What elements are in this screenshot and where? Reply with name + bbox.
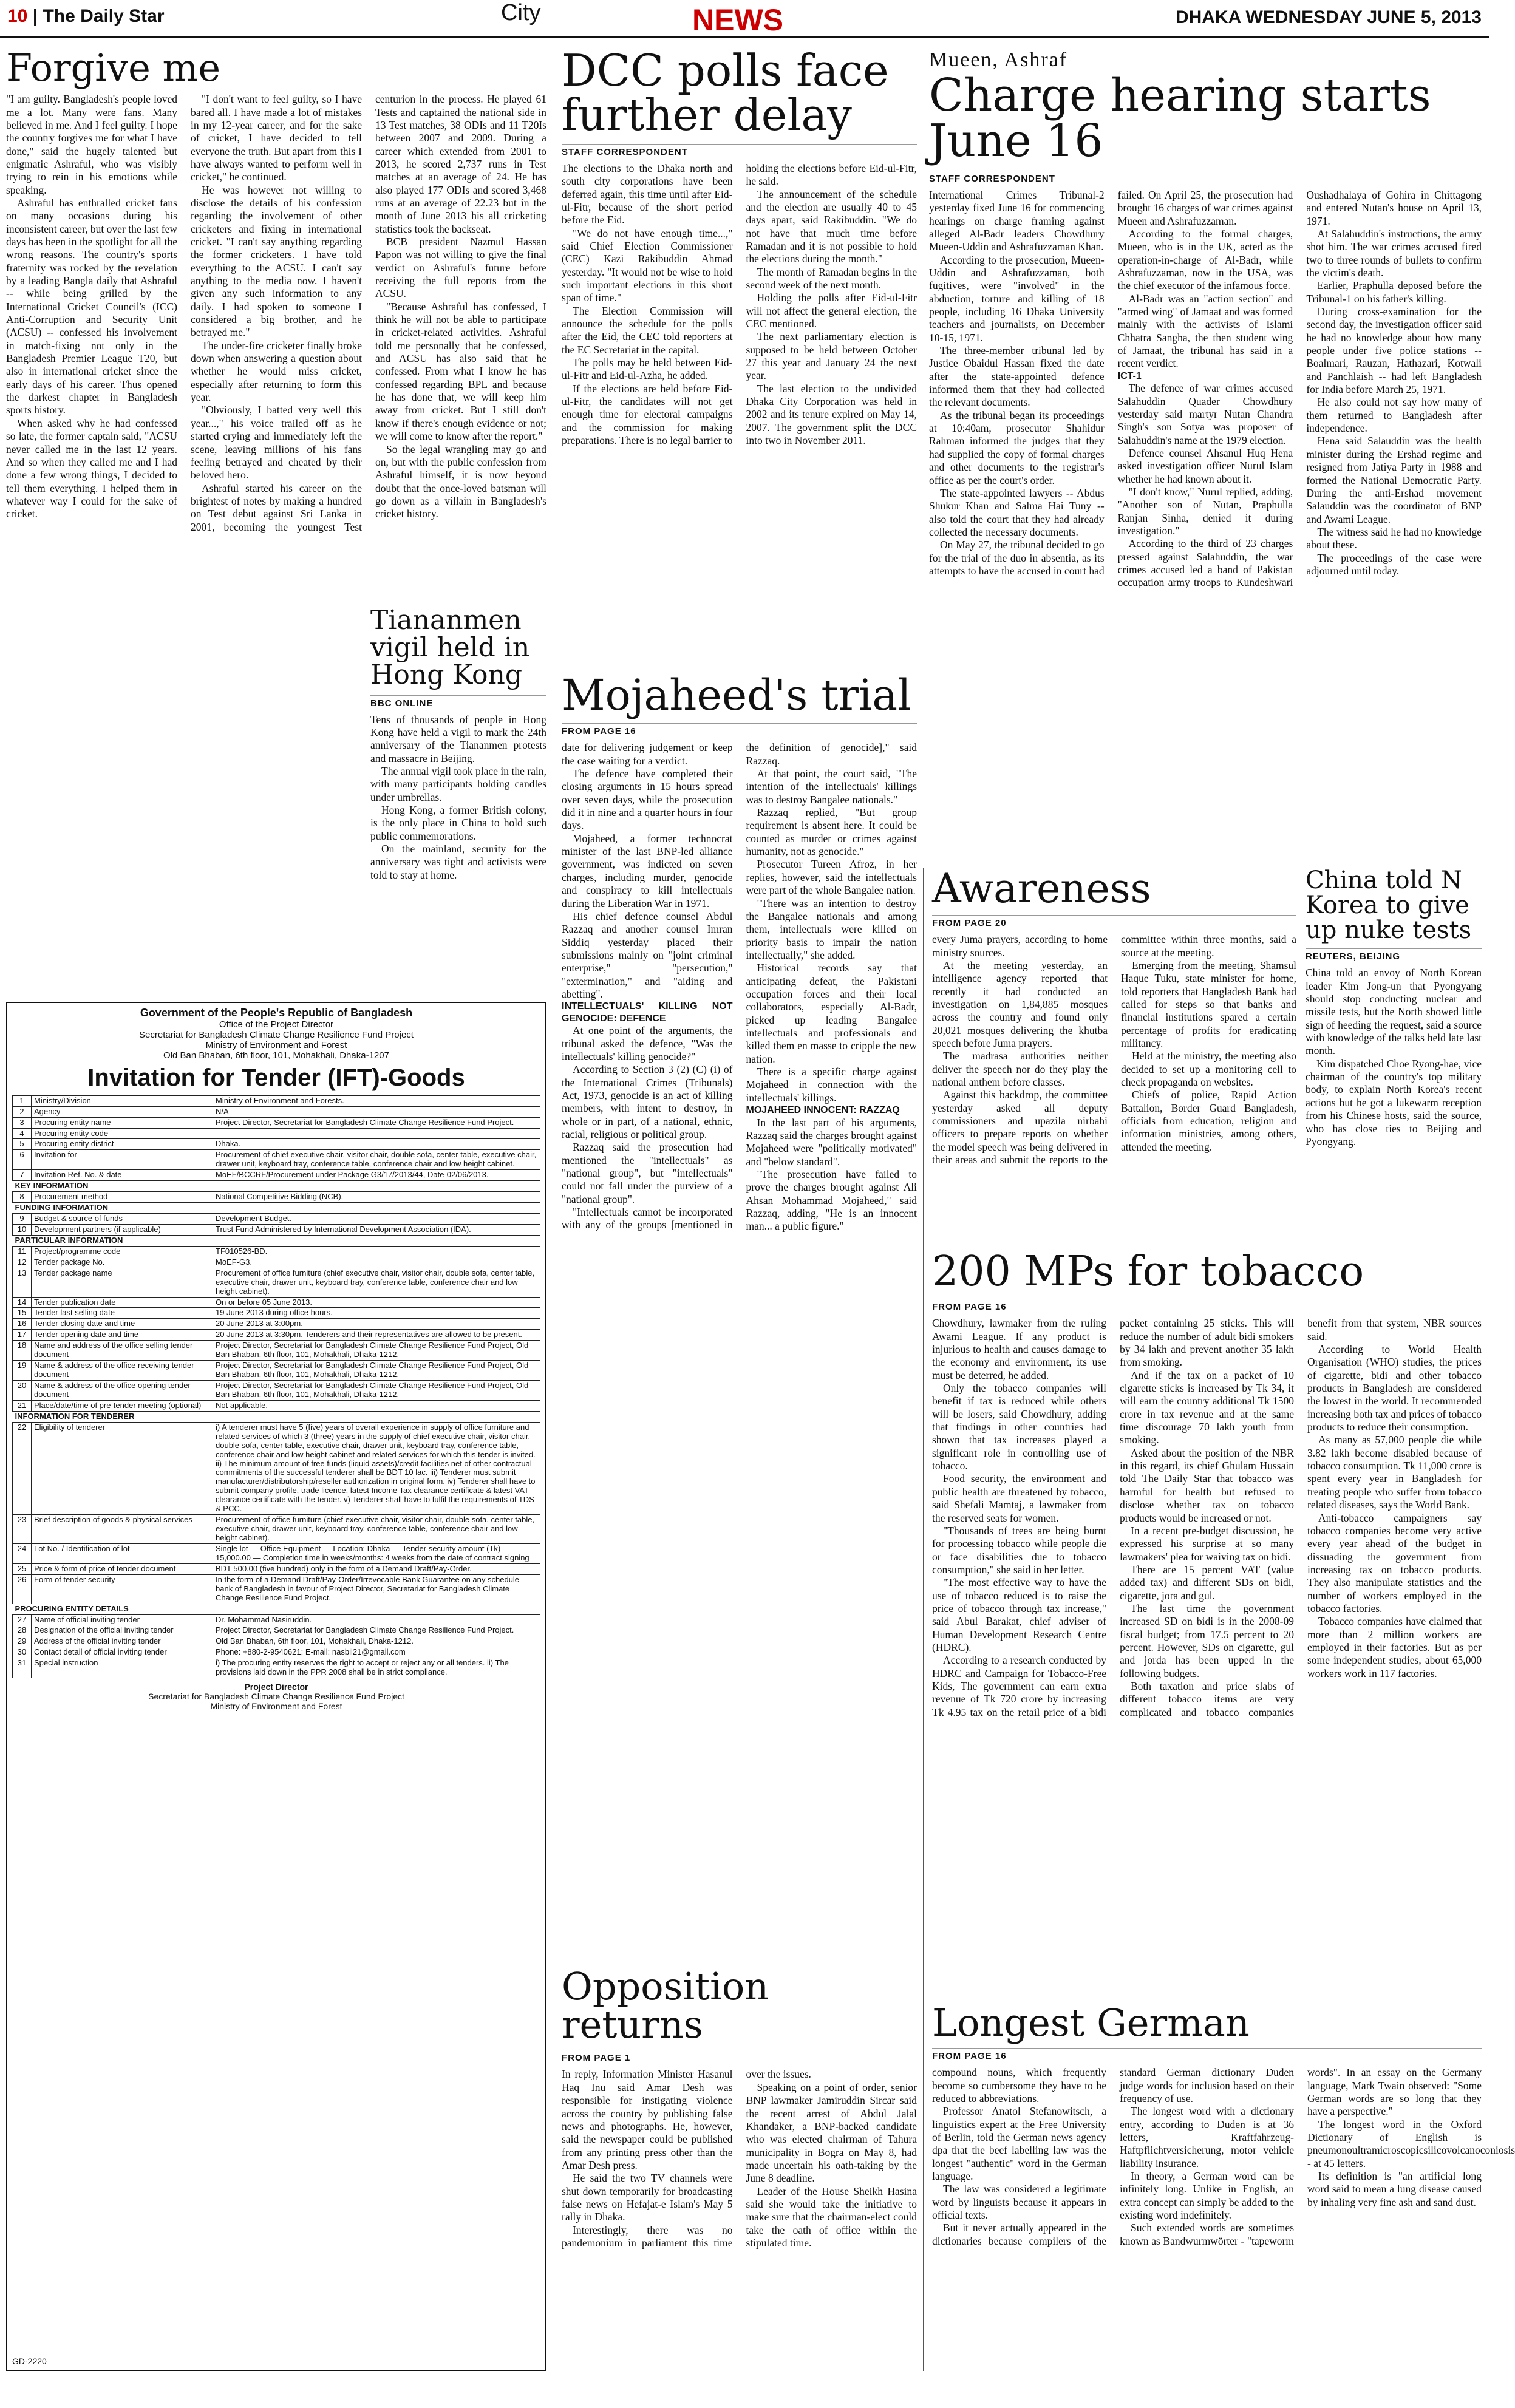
tender-header-line: Secretariat for Bangladesh Climate Change Resilience Fund Project — [139, 1029, 414, 1040]
paragraph: The last time the government increased SD on bidi is in the 2008-09 fiscal budget; from 17.5 percent to 20 percent. However, SDs on cigarette, gul and jorda has been upped in the following budgets. — [1120, 1602, 1294, 1679]
tender-row-label: Brief description of goods & physical services — [32, 1515, 213, 1544]
tender-row-value: BDT 500.00 (five hundred) only in the form of a Demand Draft/Pay-Order. — [213, 1563, 540, 1574]
tender-row-number: 4 — [13, 1128, 32, 1139]
paragraph: Held at the ministry, the meeting also decided to set up a monitoring cell to check propaganda on websites. — [1121, 1050, 1296, 1089]
tender-row-label: Tender last selling date — [32, 1308, 213, 1319]
article-china-nkorea — [1306, 868, 1482, 1245]
tender-row — [13, 1422, 540, 1514]
paragraph: Its definition is "an artificial long word said to mean a lung disease caused by inhaling very fine ash and sand dust. — [1307, 2169, 1482, 2208]
paragraph: In the last part of his arguments, Razzaq said the charges brought against Mojaheed were "politically motivated" and "below standard". — [746, 1116, 917, 1168]
headline: Tiananmen vigil held in Hong Kong — [370, 605, 530, 690]
paragraph: On the mainland, security for the anniversary was tight and activists were told to stay at home. — [370, 843, 546, 881]
article-longest-german — [932, 2001, 1515, 2368]
paragraph: "Thousands of trees are being burnt for processing tobacco while people die or face disabilities due to tobacco consumption," she said in her letter. — [932, 1524, 1106, 1576]
tender-row-label: Designation of the official inviting tender — [32, 1625, 213, 1636]
tender-section-heading: PARTICULAR INFORMATION — [13, 1235, 540, 1246]
paragraph: According to Section 3 (2) (C) (i) of the International Crimes (Tribunals) Act, 1973, genocide is an act of killing members, with intent to destroy, in whole or in part, of a national, ethnic, racial, religious or political group. — [562, 1063, 733, 1141]
paragraph: Prosecutor Tureen Afroz, in her replies, however, said the intellectuals were part of the whole Bangalee nation. — [746, 858, 917, 897]
byline: BBC ONLINE — [370, 695, 546, 709]
tender-row-label: Tender opening date and time — [32, 1330, 213, 1341]
tender-row — [13, 1203, 540, 1214]
paragraph: In theory, a German word can be infinitely long. Unlike in English, an extra concept can simply be added to the existing word indefinitely. — [1120, 2169, 1294, 2222]
tender-row-label: Name & address of the office receiving tender document — [32, 1361, 213, 1381]
signature-line: Ministry of Environment and Forest — [210, 1701, 342, 1712]
tender-row — [13, 1563, 540, 1574]
tender-row-value: Project Director, Secretariat for Bangladesh Climate Change Resilience Fund Project, Old Ban Bhaban, 6th floor, 101, Mohakhali, Dhaka-1212. — [213, 1341, 540, 1361]
paragraph: At that point, the court said, "The intention of the intellectuals' killings was to destroy Bangalee nationals." — [746, 767, 917, 806]
tender-row-label: Name of official inviting tender — [32, 1614, 213, 1625]
tender-row-label: Eligibility of tenderer — [32, 1422, 213, 1514]
paragraph: China told an envoy of North Korean leader Kim Jong-un that Pyongyang should stop conducting nuclear and missile tests, but the North showed little sign of heeding the request, said a source with knowledge of the talks held late last month. — [1306, 967, 1482, 1057]
paragraph: Ashraful started his career on the brightest of notes by making a hundred on Test debut against Sri Lanka in 2001, becoming the youngest Test centurion in the process. He played 61 Tests and captained the national side in 13 Test matches, 38 ODIs and 11 T20Is between 2007 and 2009. During a career which extended from 2001 to 2013, he scored 2,737 runs in Test matches at an average of 24. He has also played 177 ODIs and scored 3,468 runs at an average of 22.23 but in the month of June 2013 his all cricketing statistics took the backseat. — [191, 93, 546, 533]
tender-row — [13, 1235, 540, 1246]
tender-row — [13, 1224, 540, 1235]
tender-row-label: Ministry/Division — [32, 1095, 213, 1106]
paragraph: The next parliamentary election is supposed to be held between October 27 this year and January 24 the next year. — [746, 330, 917, 382]
tender-row-number: 24 — [13, 1543, 32, 1563]
page-number: 10 — [7, 6, 28, 26]
paragraph: ICT-1 — [1117, 370, 1142, 381]
paragraph: According to the prosecution, Mueen-Uddin and Ashrafuzzaman, both fugitives, were "involved" in the abduction, torture and killing of 18 people, including 16 Dhaka University teachers and journalists, on December 10-15, 1971. — [929, 253, 1105, 344]
paper-logo: The Daily Star — [43, 6, 165, 26]
tender-row-value: In the form of a Demand Draft/Pay-Order/Irrevocable Bank Guarantee on any schedule bank of Bangladesh in favour of Project Director, Secretariat for Bangladesh Climate Change Resilience Fund Project. — [213, 1574, 540, 1604]
tender-row-label: Procuring entity code — [32, 1128, 213, 1139]
article-body — [562, 741, 917, 1931]
paragraph: The law was considered a legitimate word by linguists because it appears in official texts. — [932, 2183, 1106, 2222]
paragraph: Chiefs of police, Rapid Action Battalion, Border Guard Bangladesh, officials from education, religion and information ministries, among others, attended the meeting. — [1121, 1089, 1296, 1153]
tender-row-label: Tender publication date — [32, 1297, 213, 1308]
byline: FROM PAGE 16 — [932, 2048, 1482, 2061]
tender-row — [13, 1574, 540, 1604]
tender-row-label: Name & address of the office opening tender document — [32, 1381, 213, 1401]
tender-row-number: 5 — [13, 1139, 32, 1150]
headline: DCC polls face further delay — [562, 45, 889, 141]
kicker: Mueen, Ashraf — [929, 49, 1068, 71]
tender-row-number: 28 — [13, 1625, 32, 1636]
paragraph: At Salahuddin's instructions, the army shot him. The war crimes accused fired two to three rounds of bullets to confirm the victim's death. — [1306, 227, 1482, 279]
tender-row-value: N/A — [213, 1106, 540, 1117]
tender-row-value: Project Director, Secretariat for Bangladesh Climate Change Resilience Fund Project. — [213, 1625, 540, 1636]
tender-row — [13, 1625, 540, 1636]
paragraph: The longest word with a dictionary entry, according to Duden is at 36 letters, Kraftfahrzeug-Haftpflichtversicherung, motor vehicle liability insurance. — [1120, 2105, 1294, 2169]
article-opposition-returns — [562, 1964, 917, 2368]
article-body — [932, 2066, 1515, 2370]
tender-row — [13, 1361, 540, 1381]
byline: STAFF CORRESPONDENT — [562, 144, 917, 157]
paragraph: MOJAHEED INNOCENT: RAZZAQ — [746, 1105, 900, 1116]
tender-row-value: 19 June 2013 during office hours. — [213, 1308, 540, 1319]
paragraph: "There was an intention to destroy the Bangalee nationals and among them, intellectuals were killed on priority basis to impair the nation intellectually," she added. — [746, 897, 917, 961]
tender-row-label: Contact detail of official inviting tender — [32, 1647, 213, 1658]
tender-row-number: 7 — [13, 1170, 32, 1181]
paragraph: "Because Ashraful has confessed, I think he will not be able to participate in cricket-related activities. Ashraful told me personally that he confessed, and ACSU has also said that he confessed. From what I know he has confessed regarding BPL and because he has done that, we will keep him away from cricket. But I still don't know if there's enough evidence or not; we will come to know after the report." — [375, 300, 546, 443]
paragraph: And if the tax on a packet of 10 cigarette sticks is increased by Tk 34, it will earn the country additional Tk 1500 crore in tax revenue and at the same time discourage 70 lakh youth from smoking. — [1120, 1369, 1294, 1446]
paragraph: date for delivering judgement or keep the case waiting for a verdict. — [562, 741, 733, 767]
tender-row-label: Place/date/time of pre-tender meeting (optional) — [32, 1400, 213, 1411]
tender-row-number: 6 — [13, 1150, 32, 1170]
tender-section-heading: FUNDING INFORMATION — [13, 1203, 540, 1214]
tender-row-number: 31 — [13, 1658, 32, 1678]
paragraph: The defence of war crimes accused Salahuddin Quader Chowdhury yesterday said martyr Nutan Chandra Singh's son Sotya was proposer of Salahuddin's name at the 1979 election. — [1117, 382, 1293, 446]
paragraph: During cross-examination for the second day, the investigation officer said he had no knowledge about how many people under five police stations -- Boalmari, Rauzan, Hathazari, Kotwali and Panchlaish -- had left Bangladesh for India before March 25, 1971. — [1306, 305, 1482, 396]
paragraph: The longest word in the Oxford Dictionary of English is pneumonoultramicroscopicsilicovolcanoconiosis - at 45 letters. — [1307, 2118, 1515, 2169]
tender-row-value: Not applicable. — [213, 1400, 540, 1411]
paragraph: There are 15 percent VAT (value added tax) and different SDs on bidi, cigarette, jora and gul. — [1120, 1563, 1294, 1602]
tender-row-value: National Competitive Bidding (NCB). — [213, 1192, 540, 1203]
paragraph: He also could not say how many of them returned to Bangladesh after independence. — [1306, 396, 1482, 435]
tender-row-value: Project Director, Secretariat for Bangladesh Climate Change Resilience Fund Project, Old Ban Bhaban, 6th floor, 101, Mohakhali, Dhaka-1212. — [213, 1381, 540, 1401]
headline: 200 MPs for tobacco — [932, 1248, 1364, 1296]
tender-header-line: Office of the Project Director — [219, 1019, 334, 1030]
tender-row-label: Name and address of the office selling tender document — [32, 1341, 213, 1361]
paragraph: International Crimes Tribunal-2 yesterday fixed June 16 for commencing hearings on charge framing against alleged Al-Badr leaders Chowdhury Mueen-Uddin and Ashrafuzzaman Khan. — [929, 188, 1105, 253]
tender-section-heading: INFORMATION FOR TENDERER — [13, 1411, 540, 1422]
tender-row-number: 13 — [13, 1268, 32, 1297]
paragraph: He said the two TV channels were shut down temporarily for broadcasting false news on Hefajat-e Islam's May 5 rally in Dhaka. — [562, 2172, 733, 2223]
tender-row-value: Development Budget. — [213, 1214, 540, 1225]
article-mojaheeds-trial — [562, 670, 917, 1961]
tender-row-number: 12 — [13, 1257, 32, 1268]
tender-row — [13, 1308, 540, 1319]
paragraph: Leader of the House Sheikh Hasina said she would take the initiative to make sure that the chairman-elect could take the oath of office within the stipulated time. — [746, 2185, 917, 2249]
tender-row — [13, 1170, 540, 1181]
paragraph: "I am guilty. Bangladesh's people loved me a lot. Many were fans. Many believed in me. And I feel guilty. I hope the country forgives me for what I have done," said the hugely talented but enigmatic Ashraful, who was visibly trying to rein in his emotions while speaking. — [6, 93, 177, 196]
tender-row-number: 1 — [13, 1095, 32, 1106]
article-tiananmen — [370, 607, 546, 984]
tender-section-heading: PROCURING ENTITY DETAILS — [13, 1604, 540, 1614]
paragraph: Emerging from the meeting, Shamsul Haque Tuku, state minister for home, told reporters that Bangladesh Bank had called for steps so that banks and financial institutions spared a certain percentage of profits for eradicating militancy. — [1121, 959, 1296, 1050]
paragraph: Defence counsel Ahsanul Huq Hena asked investigation officer Nurul Islam whether he had known about it. — [1117, 446, 1293, 485]
paragraph: His chief defence counsel Abdul Razzaq and another counsel Imran Siddiq yesterday placed their submissions mainly on "joint criminal enterprise," "persecution," "extermination," and "aiding and abetting". — [562, 910, 733, 1000]
tender-row-label: Agency — [32, 1106, 213, 1117]
paragraph: As many as 57,000 people die while 3.82 lakh become disabled because of tobacco consumption. Tk 11,000 crore is spent every year in Bangladesh for treating people who suffer from tobacco related diseases, says the World Bank. — [1307, 1434, 1482, 1511]
tender-row-number: 30 — [13, 1647, 32, 1658]
paragraph: The polls may be held between Eid-ul-Fitr and Eid-ul-Azha, he added. — [562, 356, 733, 382]
tender-row — [13, 1614, 540, 1625]
paragraph: Anti-tobacco campaigners say tobacco companies become very active every year ahead of the budget in dissuading the government from increasing tax on tobacco products. They also manipulate statistics and the number of workers employed in the tobacco factories. — [1307, 1511, 1482, 1614]
tender-row-value: Trust Fund Administered by International Development Association (IDA). — [213, 1224, 540, 1235]
tender-row-label: Tender package name — [32, 1268, 213, 1297]
paragraph: Only the tobacco companies will benefit if tax is reduced while others will be losers, said Chowdhury, adding that findings in other countries had shown that tax increases played a significant role in controlling use of tobacco. — [932, 1382, 1106, 1472]
paragraph: "Intellectuals cannot be incorporated with any of the groups [mentioned in the definition of genocide]," said Razzaq. — [562, 741, 917, 1231]
paragraph: Razzaq said the prosecution had mentioned the "intellectuals" as "national group", but "intellectuals" could not fall under the purview of a "national group". — [562, 1141, 733, 1205]
column-rule — [923, 868, 924, 2371]
tender-row — [13, 1095, 540, 1106]
tender-row — [13, 1214, 540, 1225]
paragraph: "The most effective way to have the use of tobacco reduced is to raise the price of tobacco through tax increase," said Abul Barakat, chief adviser of Human Development Research Centre (HDRC). — [932, 1576, 1106, 1653]
news-label: NEWS — [692, 3, 783, 37]
paragraph: So the legal wrangling may go and on, but with the public confession from Ashraful himself, it is now beyond doubt that the once-loved batsman will go down as a villain in Bangladesh's cricket history. — [375, 443, 546, 520]
masthead — [0, 0, 1489, 38]
tender-row-label: Price & form of price of tender document — [32, 1563, 213, 1574]
tender-row-number: 15 — [13, 1308, 32, 1319]
tender-row — [13, 1268, 540, 1297]
tender-row — [13, 1150, 540, 1170]
tender-advertisement — [6, 1002, 546, 2371]
paragraph: Chowdhury, lawmaker from the ruling Awami League. If any product is injurious to health and causes damage to the economy and environment, its use must be deterred, he added. — [932, 1317, 1106, 1381]
paragraph: The defence have completed their closing arguments in 15 hours spread over seven days, while the prosecution did it in nine and a quarter hours in four days. — [562, 767, 733, 832]
tender-row-label: Procuring entity district — [32, 1139, 213, 1150]
tender-row-number: 10 — [13, 1224, 32, 1235]
tender-header-line: Ministry of Environment and Forest — [205, 1040, 347, 1051]
paragraph: "We do not have enough time...," said Chief Election Commissioner (CEC) Kazi Rakibuddin Ahmad yesterday. "It would not be wise to hold such important elections in this short span of time." — [562, 226, 733, 304]
paragraph: The last election to the undivided Dhaka City Corporation was held in 2002 and its tenure expired on May 14, 2007. The government split the DCC into two in November 2011. — [746, 382, 917, 447]
tender-row — [13, 1246, 540, 1257]
paragraph: Hena said Salauddin was the health minister during the Ershad regime and resigned from Jatiya Party in 1988 and formed the National Democratic Party. During the anti-Ershad movement Salauddin was the coordinator of BNP and Awami League. — [1306, 435, 1482, 525]
byline: FROM PAGE 1 — [562, 2050, 917, 2063]
paragraph: Interestingly, there was no pandemonium in parliament this time over the issues. — [562, 2068, 811, 2249]
tender-row-number: 21 — [13, 1400, 32, 1411]
paragraph: The announcement of the schedule and the election are usually 40 to 45 days apart, said Rakibuddin. "We do not have that much time before Ramadan and it is not possible to hold the elections during the month." — [746, 188, 917, 265]
tender-row — [13, 1341, 540, 1361]
paragraph: Holding the polls after Eid-ul-Fitr will not affect the general election, the CEC mentioned. — [746, 291, 917, 330]
headline: Forgive me — [6, 46, 221, 90]
tender-row-value: Procurement of office furniture (chief executive chair, visitor chair, double sofa, center table, executive chair, drawer unit, keyboard tray, conference table, conference chair and low height cabinet). — [213, 1515, 540, 1544]
paragraph: The Election Commission will announce the schedule for the polls after the Eid, the CEC told reporters at the EC Secretariat in the capital. — [562, 304, 733, 356]
tender-table — [12, 1095, 540, 1678]
paragraph: "The prosecution have failed to prove the charges brought against Ali Ahsan Mohammad Mojaheed," said Razzaq, adding, "He is an innocent man... a public figure." — [746, 1168, 917, 1233]
paragraph: Tobacco companies have claimed that more than 2 million workers are employed in their factories. But as per some independent studies, about 65,000 workers work in 117 factories. — [1307, 1615, 1482, 1679]
paragraph: Hong Kong, a former British colony, is the only place in China to hold such public commemorations. — [370, 804, 546, 842]
paragraph: Against this backdrop, the committee yesterday asked all deputy commissioners and upazila nirbahi officers to prepare reports on whether the model speech was being delivered in their areas and submit the reports to the committee within three months, said a source at the meeting. — [932, 933, 1296, 1166]
paragraph: But it never actually appeared in the dictionaries because compilers of the standard German dictionary Duden judge words for inclusion based on their frequency of use. — [932, 2066, 1294, 2247]
tender-row — [13, 1400, 540, 1411]
tender-row-label: Address of the official inviting tender — [32, 1636, 213, 1647]
tender-row-value: 20 June 2013 at 3:30pm. Tenderers and their representatives are allowed to be present. — [213, 1330, 540, 1341]
headline: Mojaheed's trial — [562, 670, 911, 720]
paragraph: Such extended words are sometimes known as Bandwurmwörter - "tapeworm words". In an essay on the Germany language, Mark Twain observed: "Some German words are so long that they have a perspective." — [1120, 2066, 1482, 2247]
paragraph: Speaking on a point of order, senior BNP lawmaker Jamiruddin Sircar said the recent arrest of Abdul Jalal Khandaker, a BNP-backed candidate who was elected chairman of Tahura municipality in Bogra on May 8, had made uncertain his oath-taking by the June 8 deadline. — [746, 2081, 917, 2185]
tender-row-value: MoEF/BCCRF/Procurement under Package G3/17/2013/44, Date-02/06/2013. — [213, 1170, 540, 1181]
tender-row-number: 14 — [13, 1297, 32, 1308]
article-charge-hearing — [929, 49, 1482, 856]
paragraph: The state-appointed lawyers -- Abdus Shukur Khan and Salma Hai Tuny -- also told the court that they had already collected the necessary documents. — [929, 486, 1105, 538]
headline: China told N Korea to give up nuke tests — [1306, 866, 1472, 944]
tender-row-number: 26 — [13, 1574, 32, 1604]
tender-row — [13, 1319, 540, 1330]
section-label: City — [501, 0, 541, 26]
tender-row-number: 20 — [13, 1381, 32, 1401]
tender-row — [13, 1411, 540, 1422]
tender-row — [13, 1117, 540, 1128]
byline: FROM PAGE 20 — [932, 915, 1296, 928]
tender-section-heading: KEY INFORMATION — [13, 1181, 540, 1192]
paragraph: In a recent pre-budget discussion, he expressed his surprise at so many lawmakers' plea for waiving tax on bidi. — [1120, 1524, 1294, 1563]
tender-row-value: TF010526-BD. — [213, 1246, 540, 1257]
tender-row-label: Procuring entity name — [32, 1117, 213, 1128]
tender-row-label: Form of tender security — [32, 1574, 213, 1604]
paragraph: Both taxation and price slabs of different tobacco items are very complicated and tobacco companies benefit from that system, NBR sources said. — [1120, 1317, 1482, 1718]
paragraph: The annual vigil took place in the rain, with many participants holding candles under umbrellas. — [370, 765, 546, 803]
headline: Awareness — [932, 865, 1151, 912]
tender-row-label: Tender closing date and time — [32, 1319, 213, 1330]
article-body — [562, 162, 917, 636]
paragraph: If the elections are held before Eid-ul-Fitr, the candidates will not get enough time for electoral campaigns and the commission for making preparations. There is no legal barrier to holding the elections before Eid-ul-Fitr, he said. — [562, 162, 917, 447]
paragraph: Ashraful has enthralled cricket fans on many occasions during his inconsistent career, but over the last few days has been in the spotlight for all the wrong reasons. The country's sports fraternity was rocked by the revelation by a leading Bangla daily that Ashraful -- while being grilled by the International Cricket Council's (ICC) Anti-Corruption and Security Unit (ACSU) -- confessed his involvement in match-fixing not only in the Bangladesh Premier League T20, but also in international cricket since the early days of his career. Thus opened the darkest chapter in Bangladesh sports history. — [6, 196, 177, 417]
paragraph: The under-fire cricketer finally broke down when answering a question about whether he would miss cricket, especially after returning to form this year. — [191, 339, 362, 404]
paragraph: At one point of the arguments, the tribunal asked the defence, "Was the intellectuals' killing genocide?" — [562, 1024, 733, 1063]
paragraph: According to a research conducted by HDRC and Campaign for Tobacco-Free Kids, The government can earn extra revenue of Tk 720 crore by increasing Tk 4.95 tax on the retail price of a bidi packet containing 25 sticks. This will reduce the number of adult bidi smokers by 34 lakh and prevent another 35 lakh from smoking. — [932, 1317, 1294, 1718]
tender-row-label: Budget & source of funds — [32, 1214, 213, 1225]
paragraph: Asked about the position of the NBR in this regard, its chief Ghulam Hussain told The Daily Star that tobacco was harmful for health but refused to disclose whether tax on tobacco products would be increased or not. — [1120, 1446, 1294, 1524]
tender-row-label: Special instruction — [32, 1658, 213, 1678]
tender-row — [13, 1515, 540, 1544]
tender-row — [13, 1128, 540, 1139]
paragraph: Tens of thousands of people in Hong Kong have held a vigil to mark the 24th anniversary of the Tiananmen protests and massacre in Beijing. — [370, 713, 546, 764]
tender-row-number: 22 — [13, 1422, 32, 1514]
paragraph: According to the formal charges, Mueen, who is in the UK, acted as the operation-in-charge of Al-Badr, while Ashrafuzzaman, now in the USA, was the chief executor of the infamous force. — [1117, 227, 1293, 292]
tender-row — [13, 1636, 540, 1647]
article-body — [932, 933, 1296, 1237]
paragraph: Food security, the environment and public health are threatened by tobacco, said Shefali Mamtaj, a lawmaker from the reserved seats for women. — [932, 1472, 1106, 1524]
tender-row-label: Tender package No. — [32, 1257, 213, 1268]
tender-row — [13, 1604, 540, 1614]
tender-row-value: Dhaka. — [213, 1139, 540, 1150]
paragraph: The madrasa authorities neither deliver the speech nor do they play the national anthem before classes. — [932, 1050, 1108, 1089]
tender-row-label: Lot No. / Identification of lot — [32, 1543, 213, 1563]
tender-row — [13, 1192, 540, 1203]
tender-row — [13, 1257, 540, 1268]
dateline: DHAKA WEDNESDAY JUNE 5, 2013 — [1175, 7, 1482, 27]
paragraph: The witness said he had no knowledge about these. — [1306, 525, 1482, 551]
tender-row — [13, 1658, 540, 1678]
tender-row-label: Procurement method — [32, 1192, 213, 1203]
paragraph: Mojaheed, a former technocrat minister of the last BNP-led alliance government, was indicted on seven charges, including murder, genocide and conspiracy to kill intellectuals during the Liberation War in 1971. — [562, 832, 733, 910]
tender-government: Government of the People's Republic of Bangladesh — [140, 1007, 413, 1019]
article-body — [562, 2068, 917, 2408]
paragraph: every Juma prayers, according to home ministry sources. — [932, 933, 1108, 959]
tender-row-value: i) The procuring entity reserves the right to accept or reject any or all tenders. ii) The provisions laid down in the PPR 2008 shall be in strict compliance. — [213, 1658, 540, 1678]
paragraph: Professor Anatol Stefanowitsch, a linguistics expert at the Free University of Berlin, told the German news agency dpa that the beef labelling law was the longest "authentic" word in the German language. — [932, 2105, 1106, 2182]
tender-row-number: 16 — [13, 1319, 32, 1330]
tender-row — [13, 1381, 540, 1401]
paragraph: INTELLECTUALS' KILLING NOT GENOCIDE: DEFENCE — [562, 1001, 733, 1024]
paragraph: BCB president Nazmul Hassan Papon was not willing to give the final verdict on Ashraful's future before receiving the full reports from the ACSU. — [375, 236, 546, 300]
tender-row-number: 3 — [13, 1117, 32, 1128]
byline: REUTERS, BEIJING — [1306, 948, 1482, 962]
tender-row — [13, 1106, 540, 1117]
tender-row — [13, 1330, 540, 1341]
paragraph: "I don't want to feel guilty, so I have bared all. I have made a lot of mistakes in my 12-year career, and for the sake of cricket, I have decided to tell everyone the truth. But apart from this I have always wanted to perform well in cricket," he continued. — [191, 93, 362, 183]
tender-row-label: Project/programme code — [32, 1246, 213, 1257]
paragraph: At the meeting yesterday, an intelligence agency reported that recently it had conducted an investigation on 1,84,885 mosques across the country and found only 20,021 mosques delivering the khutba speech before Juma prayers. — [932, 959, 1108, 1050]
paragraph: "I don't know," Nurul replied, adding, "Another son of Nutan, Praphulla Ranjan Sinha, denied it during investigation." — [1117, 486, 1293, 537]
tender-row — [13, 1647, 540, 1658]
tender-row-label: Invitation Ref. No. & date — [32, 1170, 213, 1181]
article-awareness — [932, 865, 1296, 1245]
paragraph: On May 27, the tribunal decided to go for the trial of the duo in absentia, as its attempts to have the accused in court had failed. On April 25, the prosecution had brought 16 charges of war crimes against Mueen and Ashrafuzzaman. — [929, 188, 1293, 577]
headline: Longest German — [932, 2001, 1250, 2045]
byline: FROM PAGE 16 — [932, 1299, 1482, 1312]
tender-row-number: 23 — [13, 1515, 32, 1544]
ad-code: GD-2220 — [12, 2356, 47, 2366]
paragraph: The elections to the Dhaka north and south city corporations have been deferred again, this time until after Eid-ul-Fitr, because of the short period before the Eid. — [562, 162, 733, 226]
tender-row-value — [213, 1128, 540, 1139]
paragraph: Al-Badr was an "action section" and "armed wing" of Jamaat and was formed mainly with the activists of Islami Chhatra Sangha, the then student wing of Jamaat, the tribunal has said in a recent verdict. — [1117, 292, 1293, 370]
tender-header-line: Old Ban Bhaban, 6th floor, 101, Mohakhali, Dhaka-1207 — [163, 1050, 389, 1061]
paragraph: According to the third of 23 charges pressed against Salahuddin, the war crimes accused led a band of Pakistan occupation army troops to Kundeshwari Oushadhalaya of Gohira in Chittagong and entered Nutan's house on April 13, 1971. — [1117, 188, 1482, 589]
signature-title: Project Director — [244, 1682, 308, 1692]
tender-row — [13, 1297, 540, 1308]
tender-row-value: Project Director, Secretariat for Bangladesh Climate Change Resilience Fund Project, Old Ban Bhaban, 6th floor, 101, Mohakhali, Dhaka-1212. — [213, 1361, 540, 1381]
tender-row-value: On or before 05 June 2013. — [213, 1297, 540, 1308]
byline: STAFF CORRESPONDENT — [929, 171, 1482, 184]
tender-title: Invitation for Tender (IFT)-Goods — [87, 1064, 465, 1091]
tender-row-value: Single lot — Office Equipment — Location: Dhaka — Tender security amount (Tk) 15,000.00 — Completion time in weeks/months: 4 weeks from the date of contract signing — [213, 1543, 540, 1563]
paragraph: compound nouns, which frequently become so cumbersome they have to be reduced to abbreviations. — [932, 2066, 1106, 2104]
paragraph: There is a specific charge against Mojaheed in connection with the intellectuals' killings. — [746, 1065, 917, 1104]
tender-row-value: Ministry of Environment and Forests. — [213, 1095, 540, 1106]
paragraph: When asked why he had confessed so late, the former captain said, "ACSU never called me in the last 12 years. And so when they called me and I had done a few wrong things, I decided to tell them everything. I helped them in whatever way I could for the sake of cricket. — [6, 417, 177, 520]
headline: Opposition returns — [562, 1964, 769, 2047]
tender-row-number: 29 — [13, 1636, 32, 1647]
tender-row-number: 17 — [13, 1330, 32, 1341]
article-body — [370, 713, 546, 968]
tender-row-number: 19 — [13, 1361, 32, 1381]
tender-row-number: 2 — [13, 1106, 32, 1117]
tender-row-value: 20 June 2013 at 3:00pm. — [213, 1319, 540, 1330]
paragraph: Earlier, Praphulla deposed before the Tribunal-1 on his father's killing. — [1306, 279, 1482, 305]
byline: FROM PAGE 16 — [562, 723, 917, 736]
paragraph: He was however not willing to disclose the details of his confession regarding the involvement of other cricketers and fixing in international cricket. "I can't say anything regarding the former cricketers. I have told everything to the ACSU. I can't say anything to the media now. I haven't given any such information to any daily. I had spoken to someone I considered a big brother, and he betrayed me." — [191, 183, 362, 339]
paragraph: Historical records say that anticipating defeat, the Pakistani occupation forces and their local collaborators, especially Al-Badr, picked up leading Bangalee intellectuals and professionals and killed them en masse to cripple the new nation. — [746, 962, 917, 1065]
tender-signature — [12, 1682, 540, 1711]
tender-row-value: Procurement of office furniture (chief executive chair, visitor chair, double sofa, center table, executive chair, drawer unit, keyboard tray, conference table, conference chair and low height cabinet). — [213, 1268, 540, 1297]
tender-header — [12, 1007, 540, 1061]
headline: Charge hearing starts June 16 — [929, 69, 1431, 168]
paragraph: "Obviously, I batted very well this year...," his voice trailed off as he started crying and immediately left the scene, leaving millions of his fans feeling betrayed and cheated by their beloved hero. — [191, 404, 362, 481]
paragraph: The three-member tribunal led by Justice Obaidul Hassan fixed the date after the state-appointed defence informed them that they had collected the relevant documents. — [929, 344, 1105, 409]
tender-row — [13, 1139, 540, 1150]
tender-row-label: Invitation for — [32, 1150, 213, 1170]
signature-line: Secretariat for Bangladesh Climate Change Resilience Fund Project — [148, 1692, 404, 1702]
tender-row-number: 18 — [13, 1341, 32, 1361]
tender-row-value: i) A tenderer must have 5 (five) years of overall experience in supply of office furniture and related services of which 3 (three) years in the supply of chief executive chair, visitor chair, double sofa, center table, executive chair, drawer unit, keyboard tray, conference table, conference chair and low height cabinet and related services for which this tender is invited. ii) The minimum amount of free funds (liquid assets)/credit facilities net of other contractual commitments of the successful tenderer shall be BDT 10 lac. iii) Tenderer must submit manufacturer/distributorship/reseller authorization in original form. iv) Tenderer shall have to submit company profile, trade licence, latest Income Tax clearance certificate & latest VAT clearance certificate with the tender. v) Tenderer shall have to fulfil the requirements of TDS & PCC. — [213, 1422, 540, 1514]
paragraph: According to World Health Organisation (WHO) studies, the prices of cigarette, bidi and other tobacco products in Bangladesh are considered the lowest in the world. It recommended increasing both tax and prices of tobacco products to reduce their consumption. — [1307, 1343, 1482, 1434]
tender-row-number: 9 — [13, 1214, 32, 1225]
paragraph: As the tribunal began its proceedings at 10:40am, prosecutor Shahidur Rahman informed the judges that they had supplied the copy of formal charges and other documents to the registrar's office as per the court's order. — [929, 409, 1105, 486]
paragraph: Razzaq replied, "But group requirement is absent here. It could be counted as murder or crimes against humanity, not as genocide." — [746, 806, 917, 858]
tender-row — [13, 1181, 540, 1192]
tender-row-number: 8 — [13, 1192, 32, 1203]
tender-row-number: 27 — [13, 1614, 32, 1625]
tender-row-label: Development partners (if applicable) — [32, 1224, 213, 1235]
tender-row-value: MoEF-G3. — [213, 1257, 540, 1268]
paragraph: The month of Ramadan begins in the second week of the next month. — [746, 265, 917, 291]
masthead-left: 10 | The Daily Star — [7, 6, 165, 26]
paragraph: Kim dispatched Choe Ryong-hae, vice chairman of the country's top military body, to explain North Korea's recent actions but he got a lukewarm reception from his Chinese hosts, said the source, who has close ties to Beijing and Pyongyang. — [1306, 1057, 1482, 1148]
tender-row-value: Dr. Mohammad Nasiruddin. — [213, 1614, 540, 1625]
tender-row-value: Old Ban Bhaban, 6th floor, 101, Mohakhali, Dhaka-1212. — [213, 1636, 540, 1647]
tender-row — [13, 1543, 540, 1563]
paragraph: In reply, Information Minister Hasanul Haq Inu said Amar Desh was responsible for instigating violence across the country by publishing false news and photographs. He, however, said the newspaper could be published from any printing press other than the Amar Desh press. — [562, 2068, 733, 2171]
tender-row-value: Phone: +880-2-9540621; E-mail: nasbil21@gmail.com — [213, 1647, 540, 1658]
tender-row-value: Procurement of chief executive chair, visitor chair, double sofa, center table, executive chair, drawer unit, keyboard tray, conference table, conference chair and low height cabinet. — [213, 1150, 540, 1170]
tender-row-number: 11 — [13, 1246, 32, 1257]
paragraph: The proceedings of the case were adjourned until today. — [1306, 551, 1482, 577]
article-body — [1306, 967, 1482, 1240]
tender-row-value: Project Director, Secretariat for Bangladesh Climate Change Resilience Fund Project. — [213, 1117, 540, 1128]
article-body — [932, 1317, 1482, 1991]
article-body — [929, 189, 1482, 838]
tender-row-number: 25 — [13, 1563, 32, 1574]
article-dcc-polls — [562, 45, 917, 662]
article-mps-tobacco — [932, 1248, 1482, 1998]
